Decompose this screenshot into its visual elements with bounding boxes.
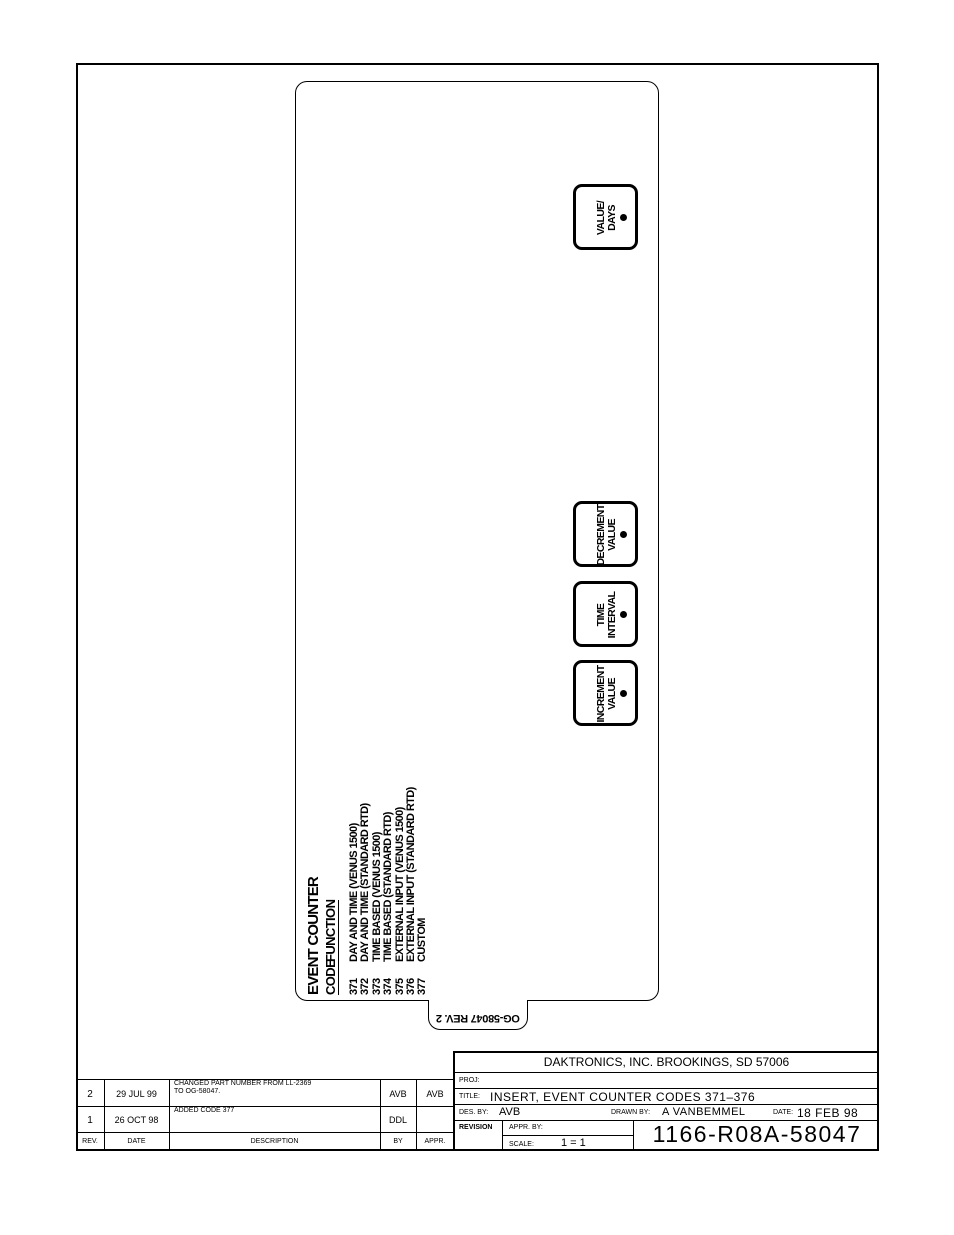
decrement-value-key: DECREMENT VALUE bbox=[573, 501, 638, 567]
code-table-header: CODE FUNCTION bbox=[323, 899, 338, 995]
code-row: 373 TIME BASED (VENUS 1500) bbox=[370, 832, 383, 995]
drawing-title: INSERT, EVENT COUNTER CODES 371–376 bbox=[490, 1090, 756, 1104]
indicator-dot bbox=[620, 214, 627, 221]
time-interval-key: TIME INTERVAL bbox=[573, 581, 638, 647]
code-table-title: EVENT COUNTER bbox=[305, 877, 322, 995]
drawing-number: 1166-R08A-58047 bbox=[652, 1121, 862, 1147]
indicator-dot bbox=[620, 611, 627, 618]
increment-value-key: INCREMENT VALUE bbox=[573, 660, 638, 726]
part-label: OG-58047 REV. 2 bbox=[436, 1012, 520, 1024]
code-row: 376 EXTERNAL INPUT (STANDARD RTD) bbox=[405, 787, 418, 995]
code-row: 374 TIME BASED (STANDARD RTD) bbox=[382, 812, 395, 995]
value-days-key: VALUE/ DAYS bbox=[573, 184, 638, 250]
indicator-dot bbox=[620, 690, 627, 697]
code-row: 377 CUSTOM bbox=[416, 918, 429, 995]
company-name: DAKTRONICS, INC. BROOKINGS, SD 57006 bbox=[543, 1055, 790, 1069]
indicator-dot bbox=[620, 531, 627, 538]
event-counter-code-table bbox=[305, 755, 429, 995]
code-row: 375 EXTERNAL INPUT (VENUS 1500) bbox=[393, 807, 406, 995]
code-row: 371 DAY AND TIME (VENUS 1500) bbox=[348, 823, 360, 995]
code-row: 372 DAY AND TIME (STANDARD RTD) bbox=[359, 803, 372, 995]
